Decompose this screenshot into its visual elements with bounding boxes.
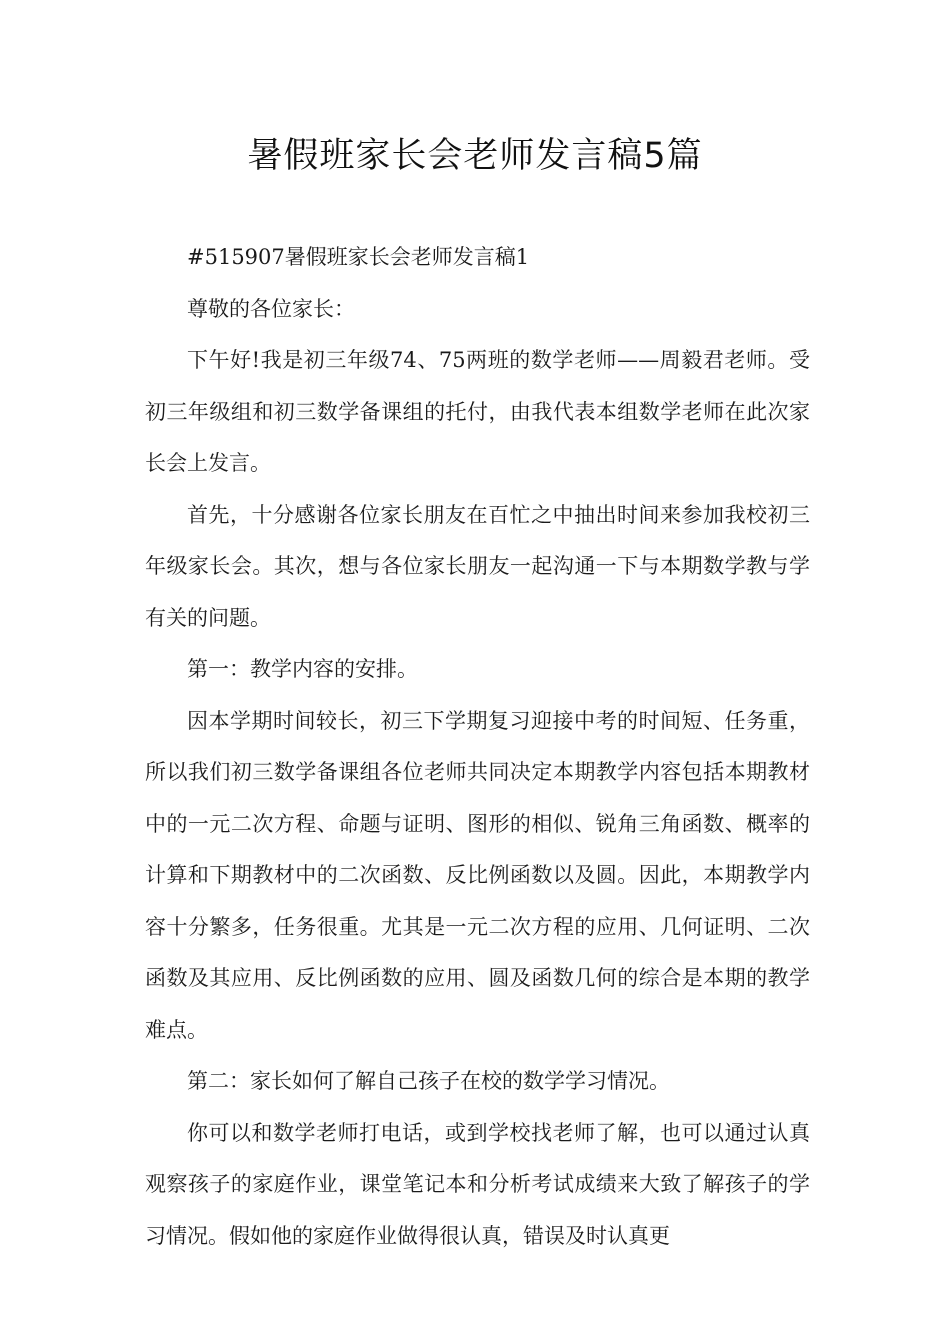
paragraph: 因本学期时间较长，初三下学期复习迎接中考的时间短、任务重，所以我们初三数学备课组各位老师共同决定本期教学内容包括本期教材中的一元二次方程、命题与证明、图形的相似、锐角三角函数、概率的计算和下期教材中的二次函数、反比例函数以及圆。因此，本期教学内容十分繁多，任务很重。尤其是一元二次方程的应用、几何证明、二次函数及其应用、反比例函数的应用、圆及函数几何的综合是本期的教学难点。	[145, 708, 810, 1042]
section-heading: 第二：家长如何了解自己孩子在校的数学学习情况。	[187, 1069, 670, 1093]
paragraph: 你可以和数学老师打电话，或到学校找老师了解，也可以通过认真观察孩子的家庭作业，课堂笔记本和分析考试成绩来大致了解孩子的学习情况。假如他的家庭作业做得很认真，错误及时认真更	[145, 1120, 810, 1248]
paragraph-salutation: 尊敬的各位家长：	[187, 296, 355, 321]
document-body	[145, 232, 810, 1262]
paragraph-heading: #515907暑假班家长会老师发言稿1	[187, 245, 530, 269]
paragraph: 首先，十分感谢各位家长朋友在百忙之中抽出时间来参加我校初三年级家长会。其次，想与各位家长朋友一起沟通一下与本期数学教与学有关的问题。	[145, 502, 810, 630]
document-title: 暑假班家长会老师发言稿5篇	[247, 136, 703, 176]
paragraph: 下午好!我是初三年级74、75两班的数学老师——周毅君老师。受初三年级组和初三数学备课组的托付，由我代表本组数学老师在此次家长会上发言。	[145, 348, 810, 475]
section-heading: 第一：教学内容的安排。	[187, 657, 418, 681]
